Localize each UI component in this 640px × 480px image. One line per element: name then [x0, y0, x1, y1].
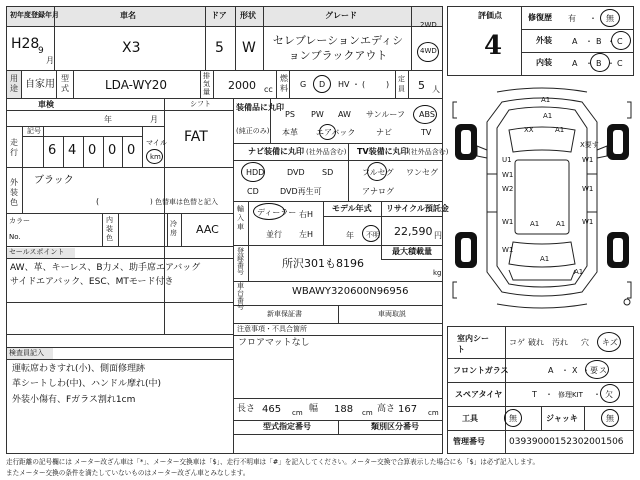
- width-label: 幅: [309, 404, 319, 414]
- doors: 5: [215, 40, 224, 56]
- seat-burn: コゲ: [509, 338, 525, 347]
- height-label: 高さ: [377, 404, 396, 414]
- navi-hdd: HDD: [246, 168, 265, 177]
- circle-glass-replace: [585, 360, 609, 379]
- mark-w1-b: W1: [502, 171, 514, 179]
- recycle-amount: 22,590: [394, 225, 433, 238]
- ext-grade-dot1: ・: [585, 37, 593, 46]
- seat-hole: 穴: [581, 338, 589, 347]
- jack-value: 無: [606, 414, 614, 423]
- interior-grade-label: 内装: [536, 58, 552, 67]
- capacity: 5: [418, 79, 425, 92]
- circle-int-b: [590, 53, 610, 72]
- model-year-label: モデル年式: [332, 204, 372, 213]
- management-number: 03939000152302001506: [509, 437, 624, 447]
- plate-value: 所沢301も8196: [282, 257, 364, 270]
- inspector-line-1: 運転席わきすれ(小)、側面修理跡: [12, 364, 146, 374]
- car-name: X3: [122, 40, 141, 56]
- mileage-digit-5: 0: [127, 143, 136, 158]
- capacity-label: 定員: [398, 75, 405, 93]
- shift-label: シフト: [190, 100, 211, 108]
- ac-label: 冷房: [170, 220, 177, 237]
- tv-oneseg: ワンセグ: [406, 168, 438, 177]
- inspection-month-label: 月: [150, 115, 158, 124]
- length-label: 長さ: [237, 404, 256, 414]
- equipment-label: 装備品に丸印: [236, 103, 284, 112]
- equip-abs: ABS: [419, 110, 435, 119]
- front-glass-label: フロントガラス: [453, 366, 509, 375]
- equip-ps: PS: [285, 110, 295, 119]
- exterior-grade-label: 外装: [536, 36, 552, 45]
- exterior-color: ブラック: [34, 175, 74, 186]
- ext-grade-dot2: ・: [607, 37, 615, 46]
- fuel-dot: ・: [352, 80, 360, 89]
- trim-color-no-label: No.: [9, 233, 21, 241]
- equip-airbag: エアバック: [316, 128, 356, 137]
- model-year-unit: 年: [346, 231, 354, 240]
- navi-dvd-play: DVD再生可: [280, 187, 322, 196]
- exterior-paren: (: [96, 197, 100, 206]
- int-grade-a: A: [572, 59, 578, 68]
- person-unit: 人: [432, 85, 440, 94]
- fuel-paren-close: ): [386, 80, 390, 89]
- circle-jack-none: [601, 409, 619, 427]
- glass-need: 要: [590, 366, 598, 375]
- door-label: ドア: [211, 11, 227, 20]
- ac: AAC: [196, 223, 219, 236]
- circle-km: [146, 149, 163, 164]
- mileage-digit-4: 0: [108, 143, 117, 158]
- inspection-label: 車検: [38, 100, 54, 109]
- navi-dvd: DVD: [287, 168, 305, 177]
- month-unit: 月: [46, 56, 54, 65]
- chassis-value: WBAWY320600N96956: [292, 286, 409, 297]
- model-label: 型式: [61, 74, 69, 93]
- int-grade-b: B: [596, 59, 602, 68]
- fuel-hv: HV: [338, 80, 350, 89]
- seat-label: 室内シート: [457, 334, 489, 354]
- navi-sd: SD: [322, 168, 334, 177]
- circle-ext-c: [611, 31, 631, 50]
- equip-leather: 本革: [282, 128, 298, 137]
- usage-label: 用途: [10, 74, 18, 93]
- fuel-g: G: [300, 80, 307, 89]
- equip-tv: TV: [421, 128, 432, 137]
- usage: 自家用: [25, 79, 55, 90]
- import-left: 左H: [299, 230, 314, 239]
- mile-label: マイル: [146, 139, 167, 147]
- seat-stain: 汚れ: [552, 338, 568, 347]
- equip-sunroof: サンルーフ: [366, 110, 405, 119]
- max-load-unit: kg: [433, 269, 442, 277]
- spare-missing: 欠: [605, 390, 613, 399]
- new-warranty-label: 新車保証書: [267, 310, 302, 318]
- interior-color-label: 内装色: [106, 216, 113, 242]
- category-no-label: 類別区分番号: [371, 422, 419, 431]
- mark-w1-a: W1: [582, 156, 594, 164]
- repair-label: 修復歴: [528, 13, 552, 22]
- seat-scratch: キズ: [602, 338, 618, 347]
- equipment-sublabel: (純正のみ): [236, 127, 270, 135]
- seat-tear: 破れ: [528, 338, 544, 347]
- width-unit: cm: [362, 409, 373, 417]
- equip-navi: ナビ: [376, 128, 392, 137]
- import-parallel: 並行: [266, 230, 282, 239]
- mileage-label: 走行: [10, 138, 18, 157]
- circle-repair-no: [600, 9, 620, 27]
- shape-label: 形状: [240, 11, 256, 20]
- notes-label: 注意事項・不具合箇所: [237, 325, 307, 333]
- mileage-digit-2: 4: [68, 143, 77, 158]
- trim-color-label: カラー: [9, 217, 30, 225]
- exterior-label: 外装色: [10, 178, 18, 207]
- import-label: 輸入車: [237, 205, 244, 231]
- inspector-line-3: 外装小傷有、Fガラス割れ1cm: [12, 395, 136, 405]
- circle-dealer: [253, 203, 285, 220]
- ext-grade-b: B: [596, 37, 602, 46]
- spare-dot2: ・: [593, 390, 601, 399]
- sales-line-1: AW、革、キーレス、B力メ、助手席エアバッグ: [10, 263, 201, 273]
- navi-label: ナビ装備に丸印: [248, 147, 304, 156]
- spare-kit: 修理KIT: [558, 391, 583, 399]
- mark-fender-r: A1: [555, 126, 565, 134]
- notes-value: フロアマットなし: [238, 338, 310, 348]
- width: 188: [334, 404, 354, 415]
- tv-sublabel: (社外品含む): [408, 148, 449, 156]
- repair-no: 無: [606, 14, 614, 23]
- tools-label: 工具: [462, 414, 478, 423]
- tv-analog: アナログ: [362, 187, 394, 196]
- circle-diesel: [313, 75, 331, 93]
- recycle-unit: 円: [434, 231, 442, 240]
- spare-label: スペアタイヤ: [455, 390, 503, 399]
- navi-sublabel: (社外品含む): [306, 148, 347, 156]
- glass-x: X: [572, 366, 578, 375]
- length: 465: [262, 404, 282, 415]
- spare-dot1: ・: [545, 390, 553, 399]
- inspector-line-2: 革シートしわ(中)、ハンドル摩れ(中): [12, 379, 162, 389]
- displacement: 2000: [228, 79, 256, 92]
- import-dealer: ディーラー: [257, 208, 297, 217]
- mark-w1-f: W1: [502, 246, 514, 254]
- sales-points-label: セールスポイント: [9, 248, 65, 256]
- mark-hood: A1: [543, 112, 553, 120]
- glass-dot2: ・: [582, 366, 590, 375]
- height-unit: cm: [428, 409, 439, 417]
- circle-spare-missing: [600, 384, 620, 403]
- mileage-digit-3: 0: [88, 143, 97, 158]
- footer-line-1: 走行距離の記号欄には メーター改ざん車は「*」、メーター交換車は「$」、走行不明車は「#」を記入してください。メーター交換で合算表示した場合にも「$」は必ず記入します。: [6, 458, 540, 466]
- fuel-d: D: [319, 80, 326, 89]
- car-damage-diagram: [447, 82, 637, 318]
- plate-label: 登録番号: [237, 247, 244, 276]
- mark-front-bumper: A1: [541, 96, 551, 104]
- mark-a1-f: A1: [556, 220, 566, 228]
- mark-w1-d: W1: [502, 218, 514, 226]
- mark-w1-e: W1: [582, 218, 594, 226]
- mark-a1-g: A1: [540, 255, 550, 263]
- displacement-label: 排気量: [203, 72, 210, 96]
- equip-aw: AW: [338, 110, 351, 119]
- score-label: 評価点: [478, 11, 502, 20]
- max-load-label: 最大積載量: [392, 247, 432, 256]
- manual-label: 車両取説: [378, 310, 406, 318]
- jack-label: ジャッキ: [546, 414, 578, 423]
- mileage-digit-1: 6: [48, 143, 57, 158]
- tools-value: 無: [509, 414, 517, 423]
- tv-label: TV装備に丸印: [357, 147, 409, 156]
- management-label: 管理番号: [453, 437, 485, 446]
- first-reg-label: 初年度登録年月: [10, 11, 59, 19]
- model-no-label: 型式指定番号: [263, 422, 311, 431]
- drive-2wd: 2WD: [420, 21, 437, 29]
- glass-su: ス: [599, 366, 607, 375]
- inspector-label: 検査員記入: [9, 349, 44, 357]
- recycle-label: リサイクル預託金: [386, 204, 449, 213]
- tv-fullseg: フルセグ: [362, 168, 394, 177]
- circle-hdd: [241, 162, 265, 182]
- mark-glass: X要す: [580, 141, 599, 149]
- int-grade-dot2: ・: [607, 59, 615, 68]
- navi-cd: CD: [247, 187, 259, 196]
- model-year-unknown: 不明: [366, 231, 380, 239]
- mark-a1-e: A1: [530, 220, 540, 228]
- fuel-label: 燃料: [280, 74, 288, 93]
- circle-airbag: [319, 124, 336, 140]
- circle-abs: [413, 105, 437, 124]
- model-code: LDA-WY20: [105, 78, 167, 92]
- sales-line-2: サイドエアバック、ESC、MTモード付き: [10, 277, 174, 287]
- chassis-label: 車台番号: [237, 282, 244, 311]
- km-label: km: [150, 153, 161, 161]
- length-unit: cm: [292, 409, 303, 417]
- int-grade-c: C: [617, 59, 623, 68]
- drive-4wd: 4WD: [420, 47, 437, 55]
- fuel-paren-open: (: [362, 80, 366, 89]
- glass-dot1: ・: [561, 366, 569, 375]
- exterior-note: ) 色替車は色替と記入: [150, 198, 218, 206]
- circle-seat-scratch: [597, 332, 621, 352]
- mark-u1: U1: [502, 156, 512, 164]
- height: 167: [398, 404, 418, 415]
- reg-year: H28: [11, 36, 40, 52]
- repair-yes: 有: [568, 14, 576, 23]
- ext-grade-a: A: [572, 37, 578, 46]
- mark-w2: W2: [502, 185, 514, 193]
- circle-4wd: [417, 42, 439, 62]
- mileage-record-label: 記号: [27, 127, 41, 135]
- car-name-label: 車名: [120, 11, 136, 20]
- grade-label: グレード: [325, 11, 357, 20]
- glass-a: A: [548, 366, 554, 375]
- inspection-year-label: 年: [104, 115, 112, 124]
- score: 4: [484, 31, 503, 61]
- reg-month: 9: [38, 46, 44, 56]
- mark-a1-h: A1: [574, 268, 584, 276]
- circle-unknown: [362, 225, 380, 242]
- cc-unit: cc: [264, 85, 273, 94]
- circle-fullseg: [367, 162, 387, 181]
- spare-t: T: [532, 390, 537, 399]
- equip-pw: PW: [311, 110, 324, 119]
- shift: FAT: [184, 129, 208, 145]
- footer-line-2: またメーター交換の条件を満たしていないものはメーター改ざん車とみなします。: [6, 469, 250, 477]
- mark-w1-c: W1: [582, 185, 594, 193]
- ext-grade-c: C: [617, 37, 623, 46]
- int-grade-dot1: ・: [585, 59, 593, 68]
- repair-dot: ・: [589, 14, 597, 23]
- mark-fender-l: XX: [524, 126, 534, 134]
- import-right: 右H: [299, 210, 314, 219]
- grade: セレブレーションエディションブラックアウト: [272, 34, 404, 62]
- shape: W: [242, 40, 256, 56]
- circle-tools-none: [504, 409, 522, 427]
